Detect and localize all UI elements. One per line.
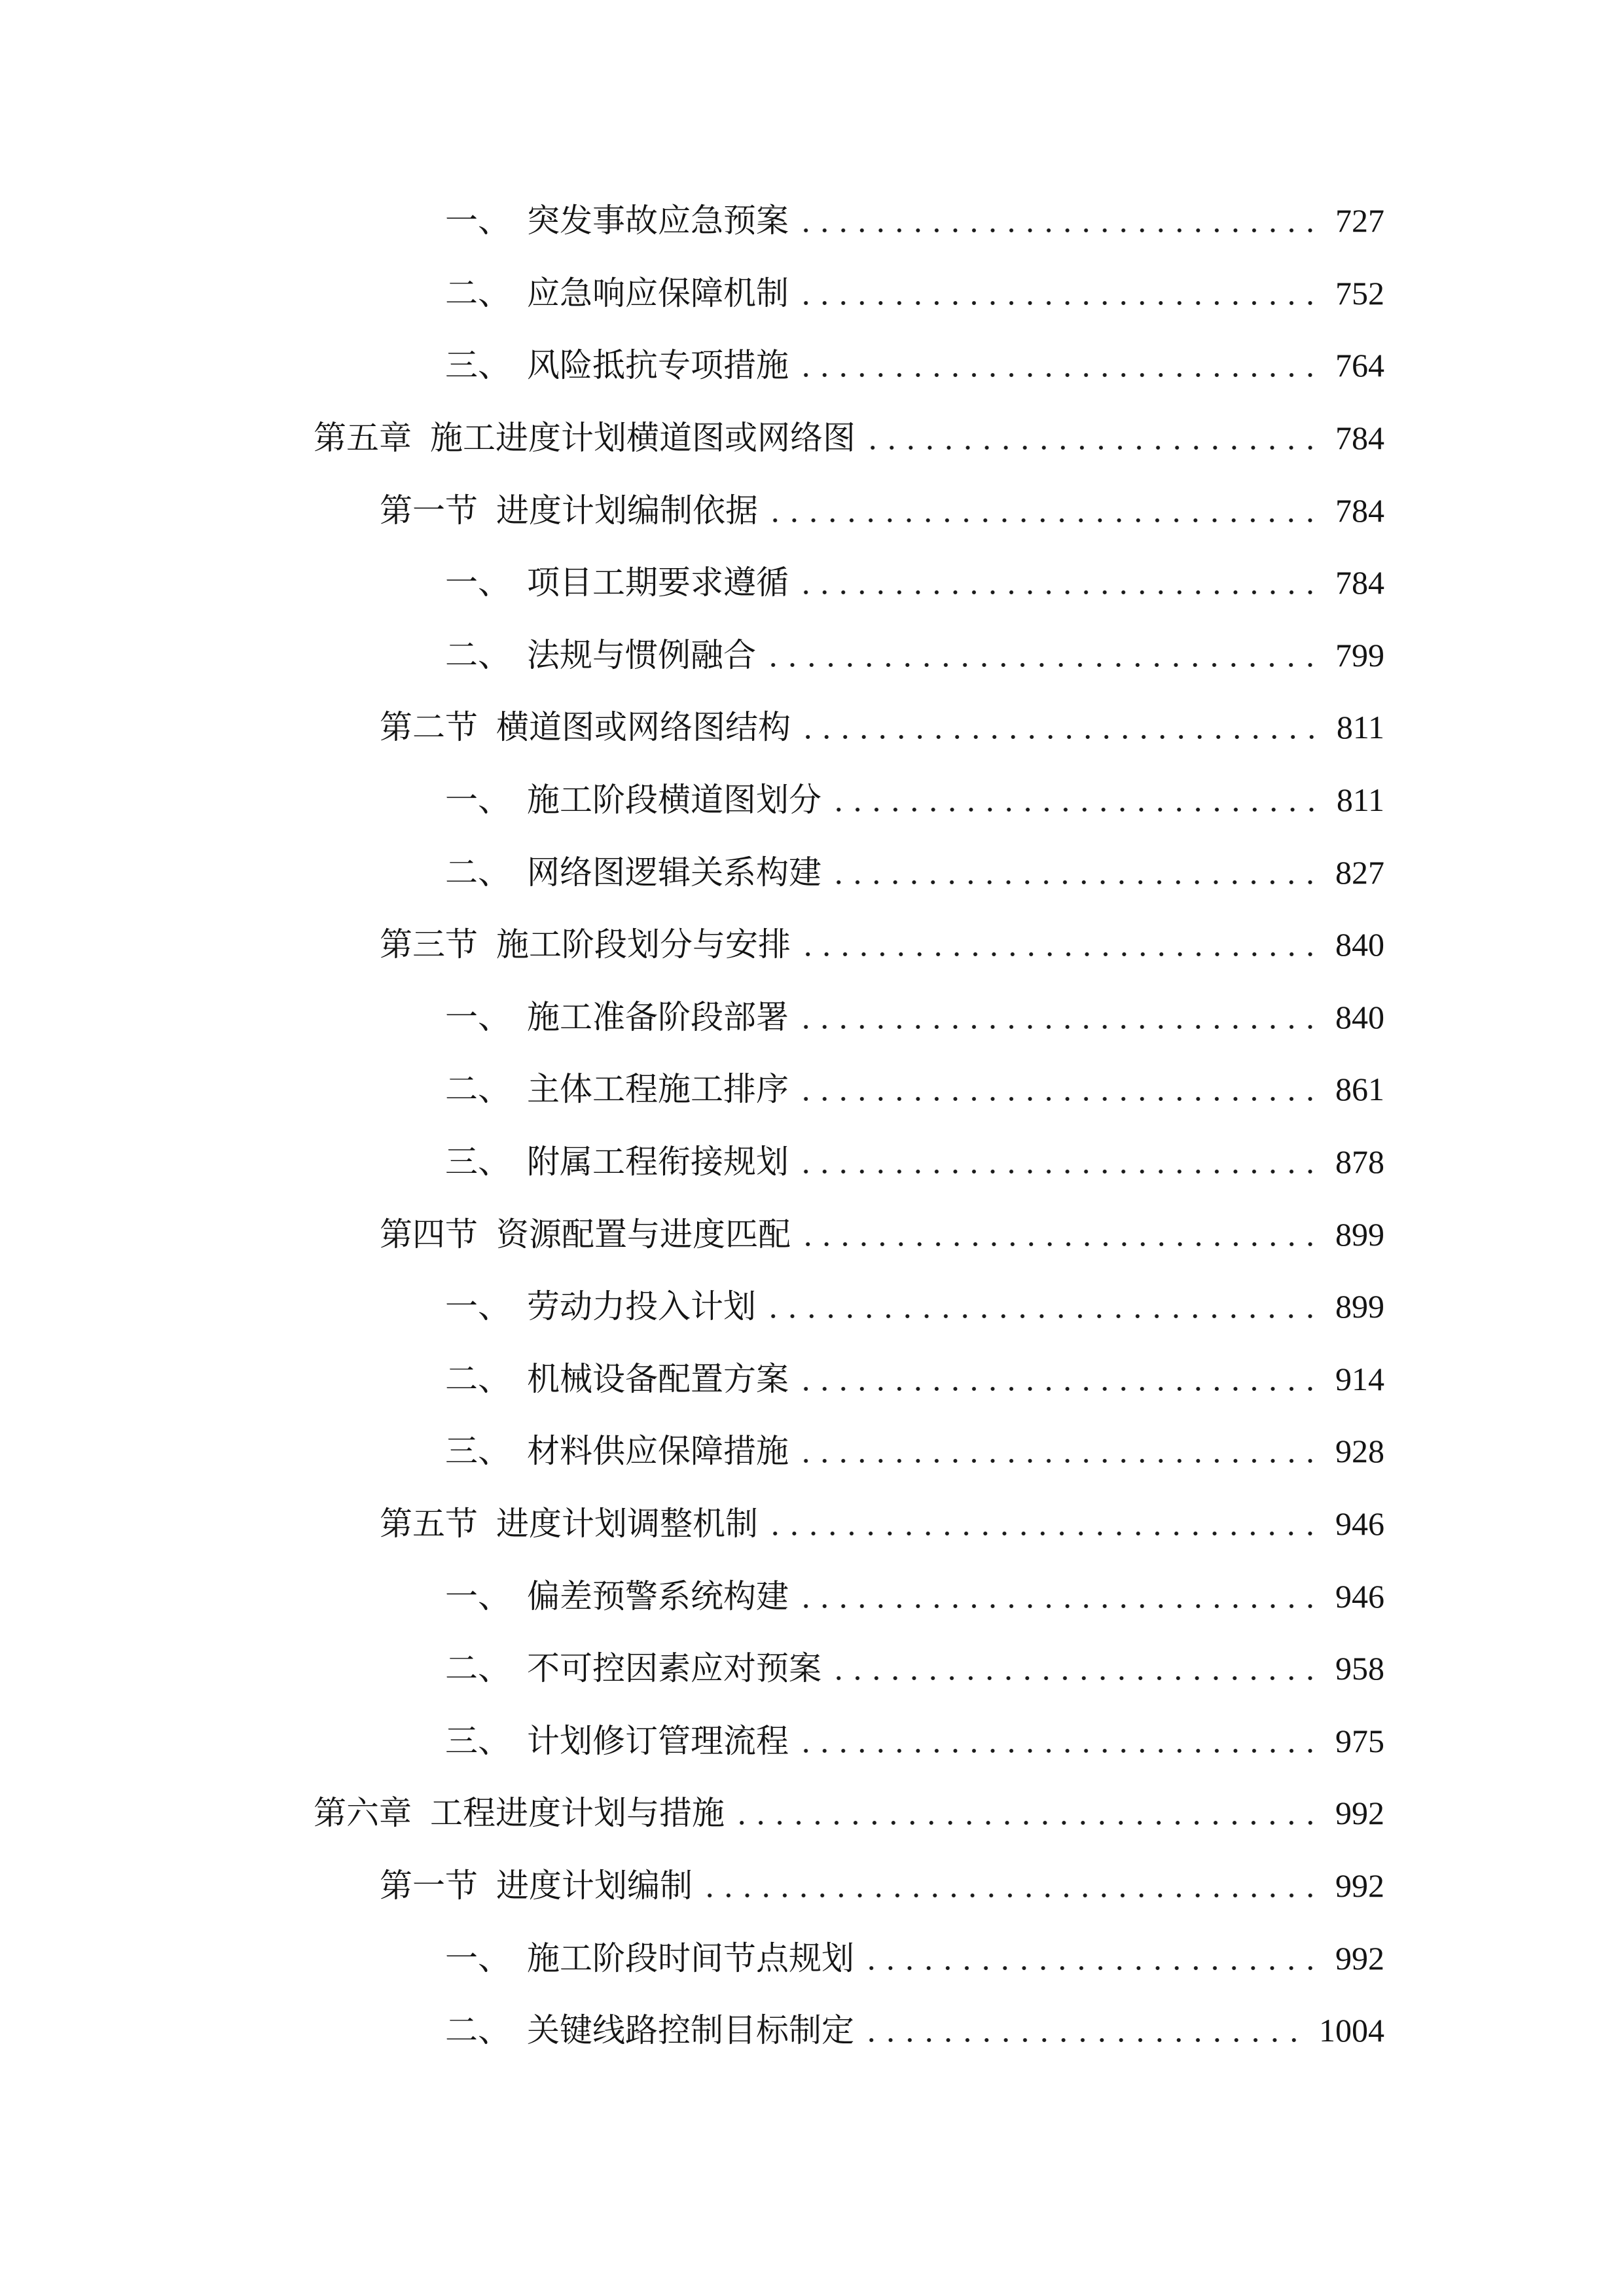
dot-leader: [797, 207, 1320, 234]
toc-entry-number: 二、: [445, 853, 511, 891]
dot-leader: [732, 1800, 1320, 1826]
toc-page-number: 992: [1335, 1795, 1384, 1832]
toc-section-title: 进度计划调整机制: [496, 1505, 758, 1542]
dot-leader: [799, 931, 1320, 958]
toc-entry-title: 不可控因素应对预案: [527, 1650, 821, 1687]
dot-leader: [799, 714, 1321, 740]
toc-section-number: 第四节: [380, 1215, 478, 1253]
toc-page-number: 1004: [1319, 2012, 1384, 2049]
toc-section-number: 第一节: [380, 1867, 478, 1904]
toc-entry-title: 主体工程施工排序: [527, 1071, 789, 1108]
dot-leader: [764, 642, 1320, 668]
toc-chapter-entry: [0, 1777, 1384, 1850]
toc-page-number: 799: [1335, 636, 1384, 673]
toc-section-entry: [0, 474, 1384, 547]
toc-chapter-number: 第五章: [314, 420, 412, 457]
dot-leader: [797, 1149, 1320, 1175]
toc-section-title: 资源配置与进度匹配: [496, 1215, 791, 1253]
toc-page-number: 914: [1335, 1360, 1384, 1397]
toc-page-number: 827: [1335, 853, 1384, 891]
dot-leader: [766, 1511, 1320, 1537]
toc-entry-title: 材料供应保障措施: [527, 1433, 789, 1470]
toc-entry-number: 二、: [445, 636, 511, 673]
toc-section-entry: [0, 1488, 1384, 1560]
toc-entry-number: 三、: [445, 347, 511, 384]
toc-section-number: 第二节: [380, 709, 478, 746]
toc-entry-number: 一、: [445, 1288, 511, 1325]
toc-entry-number: 一、: [445, 998, 511, 1035]
toc-entry-number: 二、: [445, 1360, 511, 1397]
toc-entry-title: 应急响应保障机制: [527, 274, 789, 312]
toc-page-number: 811: [1336, 781, 1384, 819]
toc-page-number: 878: [1335, 1143, 1384, 1181]
toc-page-number: 727: [1335, 202, 1384, 240]
dot-leader: [797, 569, 1320, 596]
toc-page-number: 992: [1335, 1867, 1384, 1904]
toc-entry: [0, 1053, 1384, 1126]
toc-page-number: 764: [1335, 347, 1384, 384]
toc-entry-title: 机械设备配置方案: [527, 1360, 789, 1397]
toc-entry-title: 风险抵抗专项措施: [527, 347, 789, 384]
toc-entry-number: 二、: [445, 2012, 511, 2049]
dot-leader: [797, 1366, 1320, 1392]
table-of-contents: [0, 185, 1384, 2066]
toc-section-entry: [0, 908, 1384, 981]
toc-page-number: 899: [1335, 1288, 1384, 1325]
toc-entry: [0, 764, 1384, 836]
toc-section-entry: [0, 1850, 1384, 1922]
toc-entry: [0, 981, 1384, 1054]
dot-leader: [797, 1438, 1320, 1464]
toc-entry: [0, 836, 1384, 908]
toc-entry: [0, 185, 1384, 257]
toc-entry-number: 三、: [445, 1143, 511, 1181]
toc-page-number: 946: [1335, 1505, 1384, 1542]
toc-chapter-title: 施工进度计划横道图或网络图: [430, 420, 856, 457]
toc-entry-title: 法规与惯例融合: [527, 636, 756, 673]
toc-page-number: 840: [1335, 926, 1384, 963]
toc-entry-number: 一、: [445, 202, 511, 240]
toc-entry-title: 施工准备阶段部署: [527, 998, 789, 1035]
toc-entry-title: 施工阶段时间节点规划: [527, 1939, 854, 1977]
toc-entry: [0, 1415, 1384, 1488]
dot-leader: [766, 497, 1320, 524]
dot-leader: [829, 787, 1321, 813]
toc-chapter-title: 工程进度计划与措施: [430, 1795, 725, 1832]
toc-page-number: 975: [1335, 1722, 1384, 1759]
toc-section-entry: [0, 691, 1384, 764]
toc-page-number: 899: [1335, 1215, 1384, 1253]
toc-entry: [0, 1126, 1384, 1198]
toc-entry-number: 一、: [445, 1577, 511, 1615]
toc-chapter-number: 第六章: [314, 1795, 412, 1832]
dot-leader: [797, 280, 1320, 306]
toc-entry: [0, 1270, 1384, 1343]
toc-entry-number: 三、: [445, 1433, 511, 1470]
toc-entry-number: 一、: [445, 564, 511, 601]
toc-page-number: 958: [1335, 1650, 1384, 1687]
toc-section-entry: [0, 1198, 1384, 1270]
toc-entry: [0, 1704, 1384, 1777]
toc-entry: [0, 1560, 1384, 1632]
toc-entry: [0, 1994, 1384, 2067]
dot-leader: [797, 1076, 1320, 1102]
toc-entry: [0, 329, 1384, 402]
toc-page-number: 840: [1335, 998, 1384, 1035]
toc-page-number: 928: [1335, 1433, 1384, 1470]
toc-page-number: 946: [1335, 1577, 1384, 1615]
dot-leader: [799, 1221, 1320, 1247]
toc-entry-title: 附属工程衔接规划: [527, 1143, 789, 1181]
toc-page-number: 811: [1336, 709, 1384, 746]
toc-entry-title: 网络图逻辑关系构建: [527, 853, 821, 891]
dot-leader: [797, 352, 1320, 378]
toc-page-number: 992: [1335, 1939, 1384, 1977]
toc-section-number: 第一节: [380, 492, 478, 529]
toc-page-number: 752: [1335, 274, 1384, 312]
toc-entry: [0, 257, 1384, 330]
toc-entry-number: 二、: [445, 274, 511, 312]
dot-leader: [829, 859, 1320, 886]
dot-leader: [797, 1004, 1320, 1030]
toc-entry-number: 二、: [445, 1650, 511, 1687]
toc-section-title: 进度计划编制: [496, 1867, 693, 1904]
dot-leader: [764, 1293, 1320, 1319]
toc-section-title: 进度计划编制依据: [496, 492, 758, 529]
toc-entry-title: 突发事故应急预案: [527, 202, 789, 240]
toc-entry-title: 计划修订管理流程: [527, 1722, 789, 1759]
toc-entry-title: 劳动力投入计划: [527, 1288, 756, 1325]
dot-leader: [862, 1945, 1320, 1971]
toc-entry-title: 项目工期要求遵循: [527, 564, 789, 601]
toc-section-number: 第三节: [380, 926, 478, 963]
toc-section-number: 第五节: [380, 1505, 478, 1542]
toc-entry: [0, 1632, 1384, 1705]
toc-entry: [0, 1922, 1384, 1994]
toc-entry-number: 三、: [445, 1722, 511, 1759]
toc-page-number: 784: [1335, 420, 1384, 457]
toc-chapter-entry: [0, 402, 1384, 475]
toc-entry-title: 关键线路控制目标制定: [527, 2012, 854, 2049]
toc-entry: [0, 547, 1384, 619]
toc-entry-number: 二、: [445, 1071, 511, 1108]
dot-leader: [700, 1873, 1320, 1899]
toc-entry-number: 一、: [445, 781, 511, 819]
toc-entry-number: 一、: [445, 1939, 511, 1977]
dot-leader: [797, 1583, 1320, 1609]
toc-section-title: 施工阶段划分与安排: [496, 926, 791, 963]
dot-leader: [862, 2017, 1303, 2043]
toc-entry-title: 偏差预警系统构建: [527, 1577, 789, 1615]
dot-leader: [863, 425, 1320, 451]
dot-leader: [829, 1655, 1320, 1681]
toc-page-number: 861: [1335, 1071, 1384, 1108]
toc-page-number: 784: [1335, 492, 1384, 529]
dot-leader: [797, 1728, 1320, 1754]
toc-section-title: 横道图或网络图结构: [496, 709, 791, 746]
toc-entry: [0, 1343, 1384, 1416]
toc-entry-title: 施工阶段横道图划分: [527, 781, 821, 819]
toc-entry: [0, 619, 1384, 692]
toc-page-number: 784: [1335, 564, 1384, 601]
